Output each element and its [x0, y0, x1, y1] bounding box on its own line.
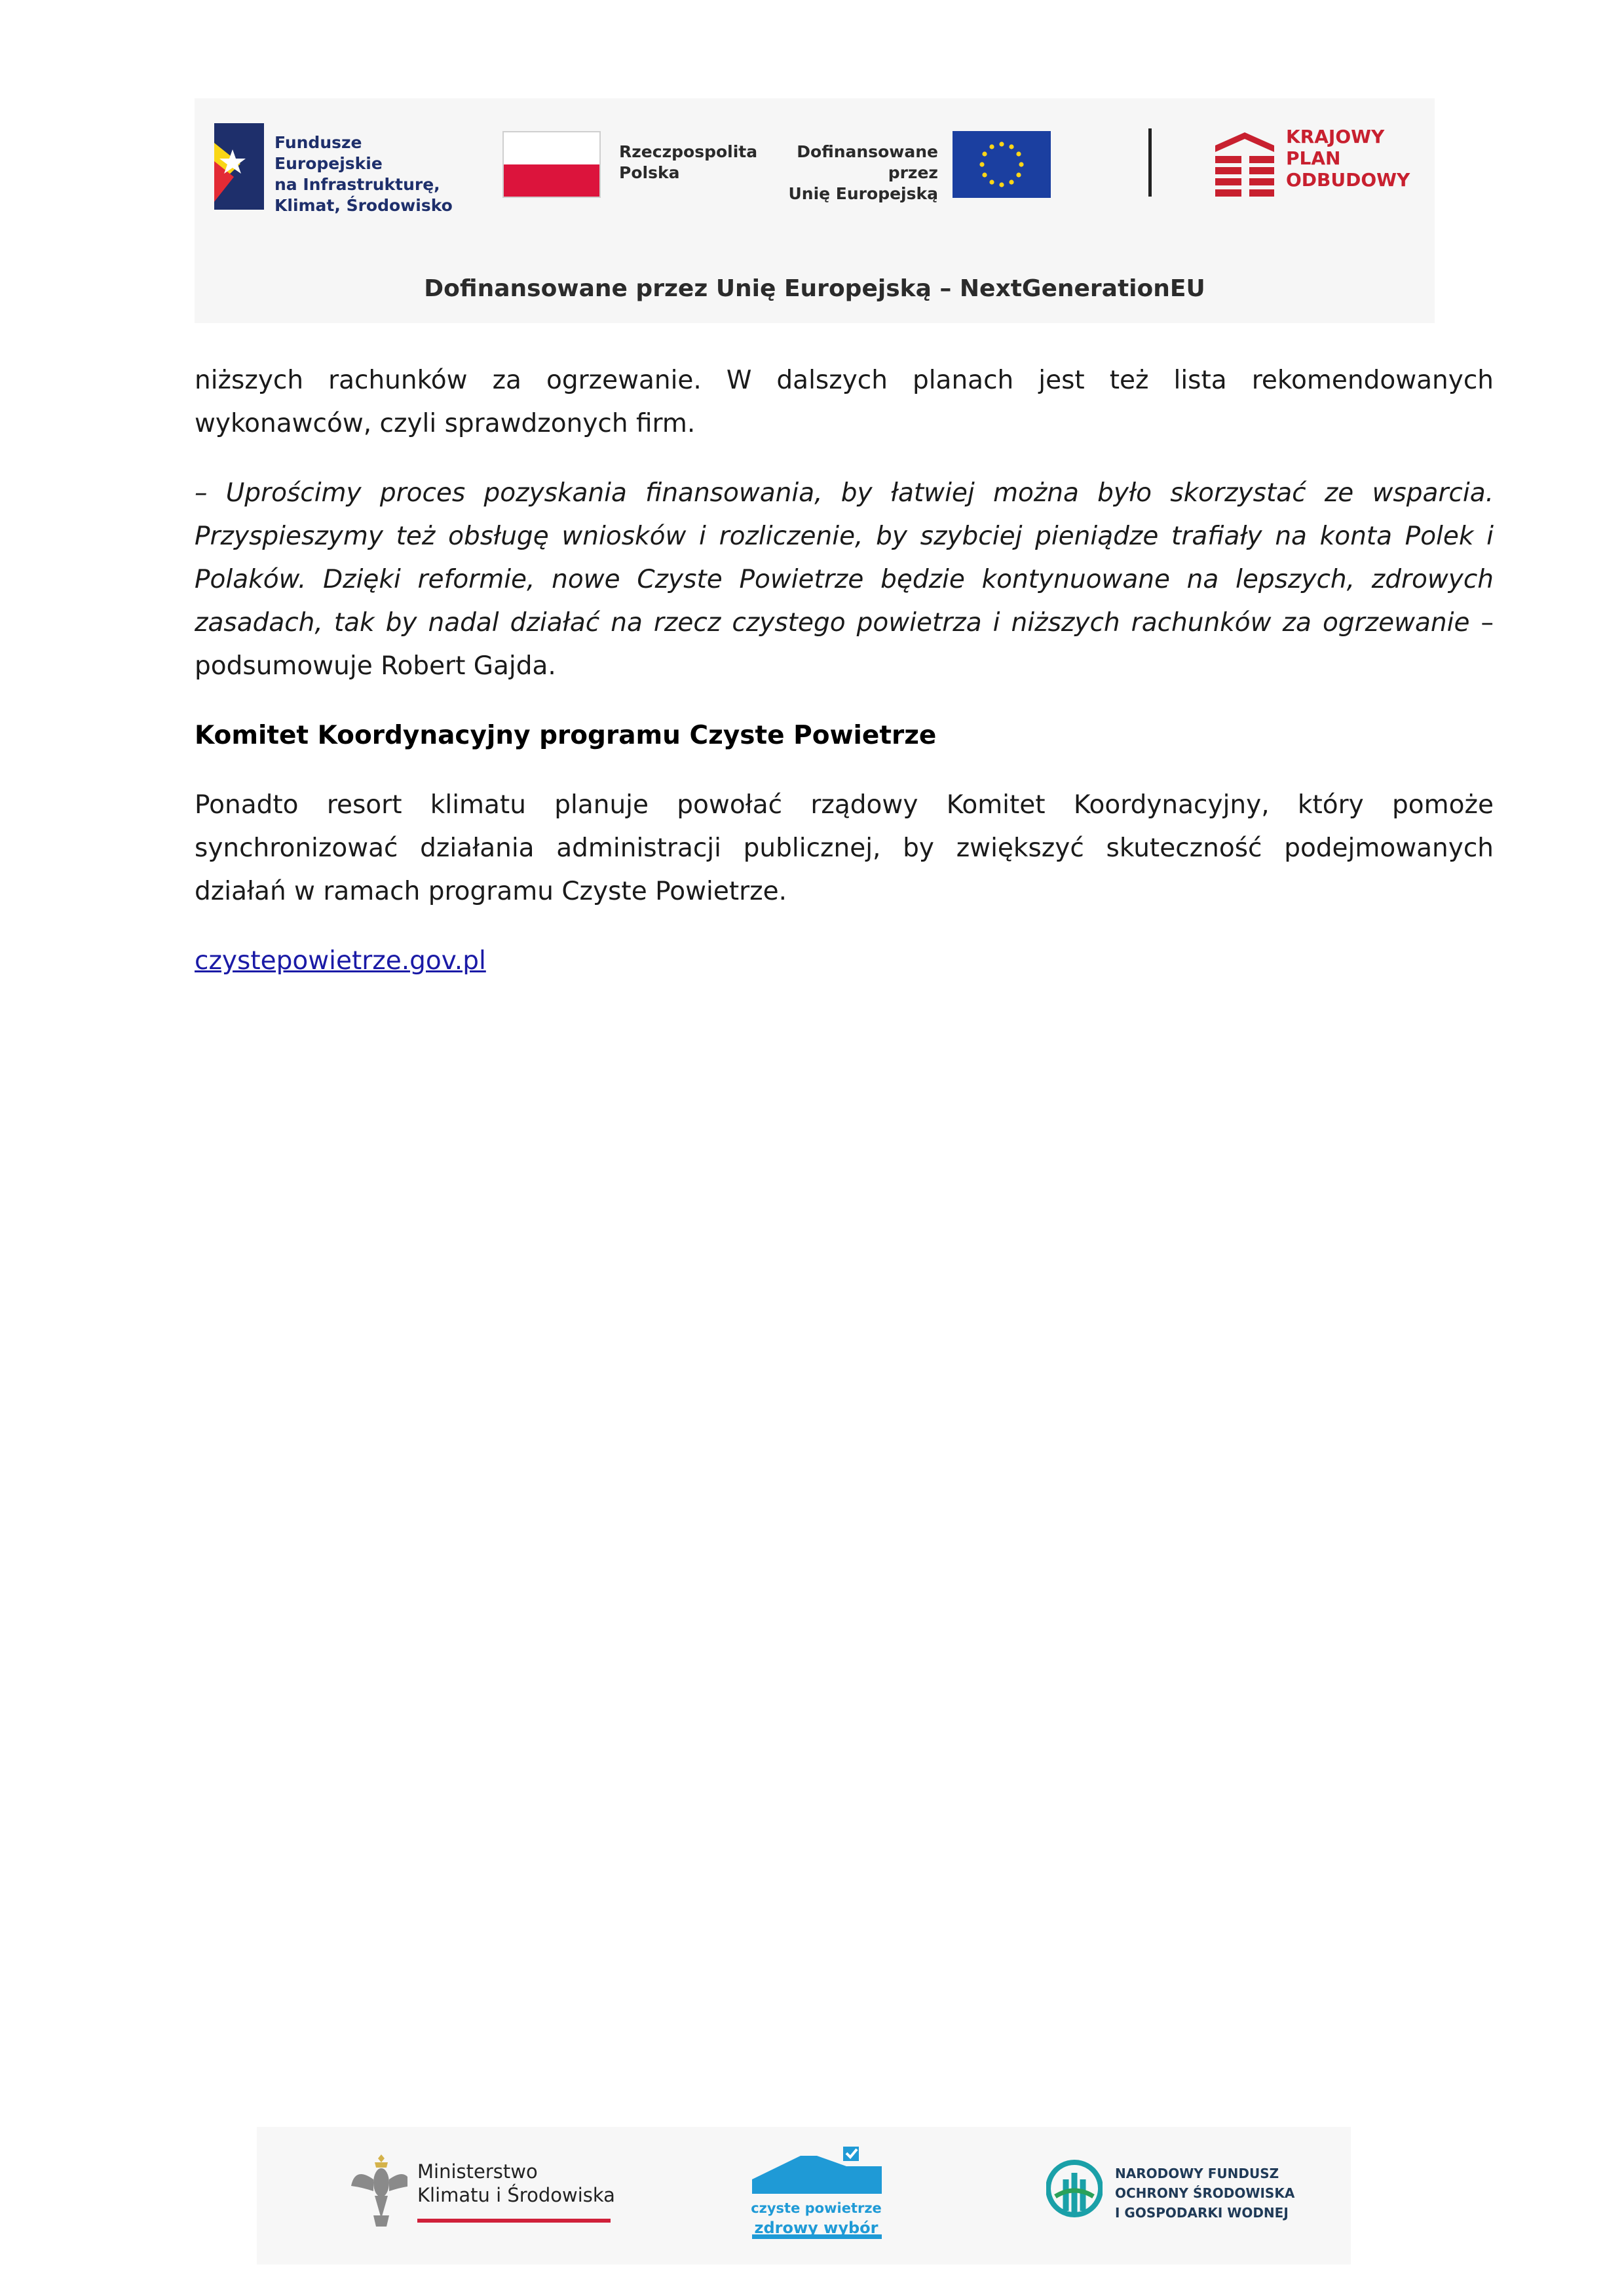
ministerstwo-klimatu-logo	[349, 2153, 624, 2238]
paragraph-2-quote	[195, 472, 1494, 688]
kpo-logo-line1: KRAJOWY	[1286, 126, 1385, 147]
mkis-red-underline	[417, 2219, 611, 2223]
eu-flag-icon	[953, 131, 1051, 198]
funding-header	[195, 98, 1435, 323]
nfos-logo-line2: OCHRONY ŚRODOWISKA	[1115, 2185, 1295, 2201]
document-body	[195, 359, 1494, 1009]
fe-logo-line3: Klimat, Środowisko	[274, 196, 453, 215]
quote-text: – Uprościmy proces pozyskania finansowania, by łatwiej można było skorzystać ze wsparcia. Przyspieszymy też obsługę wniosków i rozliczenie, by szybciej pieniądze trafiały na konta Polek i Polaków. Dzięki reformie, nowe Czyste Powietrze będzie kontynuowane na lepszych, zdrowych zasadach, tak by nadal działać na rzecz czystego powietrza i niższych rachunków za ogrzewanie	[195, 478, 1494, 638]
rp-logo-line1: Rzeczpospolita	[619, 142, 758, 161]
kpo-stripes-icon	[1215, 132, 1274, 198]
header-caption: Dofinansowane przez Unię Europejską – NextGenerationEU	[424, 275, 1205, 302]
nfos-logo-line3: I GOSPODARKI WODNEJ	[1115, 2205, 1289, 2221]
link-paragraph	[195, 940, 1494, 983]
section-heading: Komitet Koordynacyjny programu Czyste Powietrze	[195, 721, 937, 750]
eu-logo-line1: Dofinansowane przez	[797, 142, 938, 182]
fe-logo-line1: Fundusze Europejskie	[274, 133, 383, 173]
nfos-logo-line1: NARODOWY FUNDUSZ	[1115, 2166, 1279, 2181]
nfosigw-emblem-icon	[1046, 2160, 1103, 2223]
krajowy-plan-odbudowy-logo	[1215, 126, 1425, 204]
nfosigw-logo	[1046, 2153, 1328, 2238]
paragraph-3: Ponadto resort klimatu planuje powołać rządowy Komitet Koordynacyjny, który pomoże synchronizować działania administracji publicznej, by zwiększyć skuteczność podejmowanych działań w ramach programu Czyste Powietrze.	[195, 790, 1494, 906]
rp-logo-line2: Polska	[619, 163, 680, 182]
rzeczpospolita-polska-logo	[502, 131, 758, 203]
mkis-logo-line2: Klimatu i Środowiska	[417, 2184, 615, 2206]
czystepowietrze-link[interactable]: czystepowietrze.gov.pl	[195, 946, 486, 976]
cp-logo-line1: czyste powietrze	[751, 2200, 882, 2216]
eu-cofinanced-logo	[784, 131, 1092, 203]
funding-logos-row	[195, 98, 1435, 256]
czyste-powietrze-logo	[748, 2147, 892, 2245]
kpo-logo-line2: PLAN	[1286, 147, 1341, 169]
polish-flag-icon	[502, 131, 601, 198]
fundusze-europejskie-logo	[214, 118, 470, 216]
polish-eagle-icon	[349, 2153, 407, 2229]
fe-star-icon	[214, 123, 264, 210]
eu-logo-line2: Unię Europejską	[788, 184, 938, 203]
kpo-logo-line3: ODBUDOWY	[1286, 169, 1410, 191]
cp-logo-line2: zdrowy wybór	[754, 2219, 878, 2237]
footer-logos	[257, 2127, 1351, 2265]
quote-attribution: – podsumowuje Robert Gajda.	[195, 608, 1494, 681]
logo-separator	[1148, 128, 1152, 197]
paragraph-1: niższych rachunków za ogrzewanie. W dalszych planach jest też lista rekomendowanych wykonawców, czyli sprawdzonych firm.	[195, 366, 1494, 438]
mkis-logo-line1: Ministerstwo	[417, 2160, 538, 2183]
fe-logo-line2: na Infrastrukturę,	[274, 175, 440, 194]
